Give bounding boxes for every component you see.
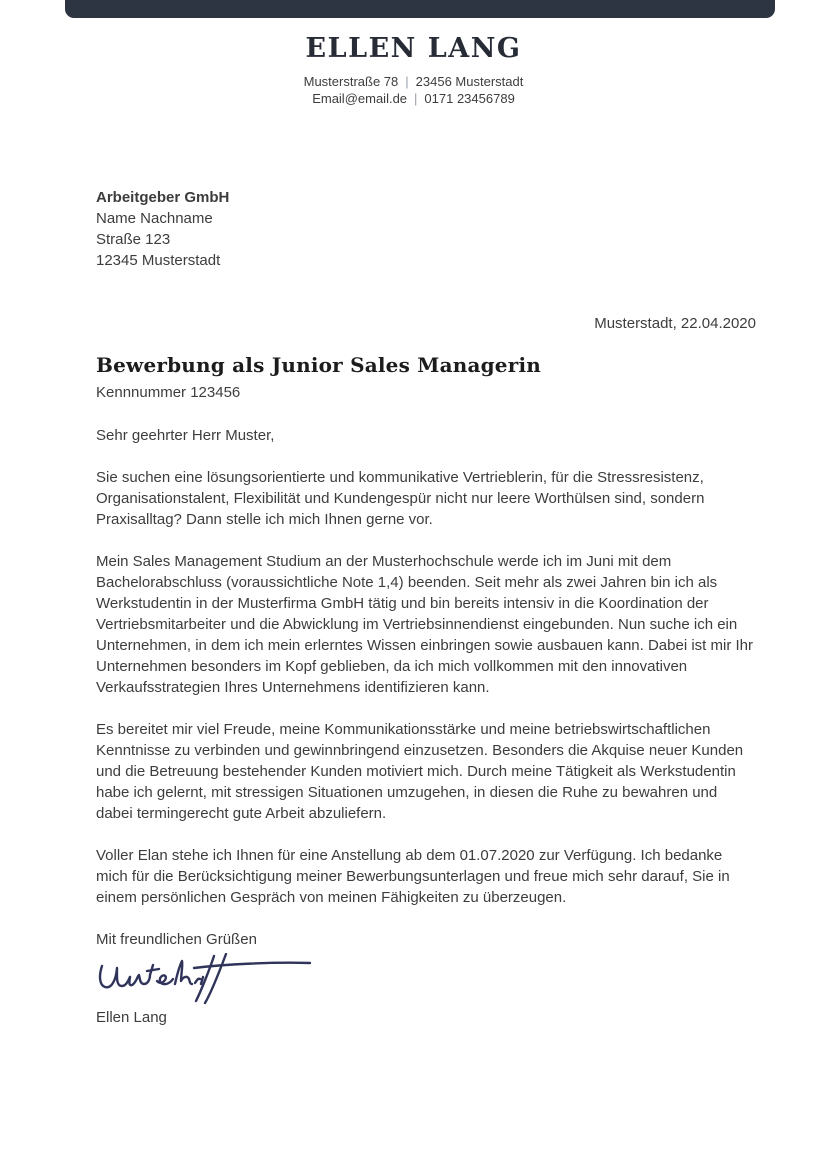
paragraph-availability: Voller Elan stehe ich Ihnen für eine Anstellung ab dem 01.07.2020 zur Verfügung. Ich bedanke mich für die Berücksichtigung meiner Bewerbungsunterlagen und freue mich sehr darauf, Sie in einem persönlichen Gespräch von meinen Fähigkeiten zu überzeugen. [96,847,730,906]
separator: | [414,91,418,106]
paragraph-strengths: Es bereitet mir viel Freude, meine Kommunikationsstärke und meine betriebswirtschaftlichen Kenntnisse zu verbinden und gewinnbringend einzusetzen. Besonders die Akquise neuer Kunden und die Betreuung bestehender Kunden motiviert mich. Durch meine Tätigkeit als Werkstudentin habe ich gelernt, mit stressigen Situationen umzugehen, in diesen die Ruhe zu bewahren und dabei termingerecht gute Arbeit abzuliefern. [96,721,744,822]
closing-regards: Mit freundlichen Grüßen [96,931,257,948]
sender-city: 23456 Musterstadt [415,74,524,89]
recipient-contact-name: Name Nachname [96,210,213,227]
letter-body [96,187,756,1028]
reference-number: Kennnummer 123456 [96,384,241,401]
top-accent-bar [65,0,775,18]
recipient-address-block [96,187,756,271]
handwritten-signature [96,953,318,1005]
sender-street: Musterstraße 78 [303,74,399,89]
sender-phone: 0171 23456789 [424,91,515,106]
sender-contact [0,73,827,107]
contact-line-email-phone [0,90,827,107]
subject-line: Bewerbung als Junior Sales Managerin [96,353,542,377]
paragraph-intro: Sie suchen eine lösungsorientierte und kommunikative Vertrieblerin, für die Stressresistenz, Organisationstalent, Flexibilität und Kundengespür nicht nur leere Worthülsen sind, sondern Praxisalltag? Dann stelle ich mich Ihnen gerne vor. [96,469,705,528]
paragraph-qualifications: Mein Sales Management Studium an der Musterhochschule werde ich im Juni mit dem Bachelorabschluss (voraussichtliche Note 1,4) beenden. Seit mehr als zwei Jahren bin ich als Werkstudentin in der Musterfirma GmbH tätig und bin bereits intensiv in die Koordination der Vertriebsmitarbeiter und die Abwicklung im Vertriebsinnendienst eingebunden. Nun suche ich ein Unternehmen, in dem ich mein erlerntes Wissen einbringen sowie ausbauen kann. Dabei ist mir Ihr Unternehmen besonders im Kopf geblieben, da ich mich vollkommen mit den innovativen Verkaufsstrategien Ihres Unternehmens identifizieren kann. [96,553,753,696]
separator: | [405,74,409,89]
contact-line-address [0,73,827,90]
date-line: Musterstadt, 22.04.2020 [594,315,756,332]
sender-email: Email@email.de [312,91,408,106]
salutation: Sehr geehrter Herr Muster, [96,427,275,444]
recipient-street: Straße 123 [96,231,171,248]
recipient-company: Arbeitgeber GmbH [96,189,230,206]
signer-name: Ellen Lang [96,1009,167,1026]
recipient-city: 12345 Musterstadt [96,252,221,269]
sender-name: ELLEN LANG [305,33,522,64]
